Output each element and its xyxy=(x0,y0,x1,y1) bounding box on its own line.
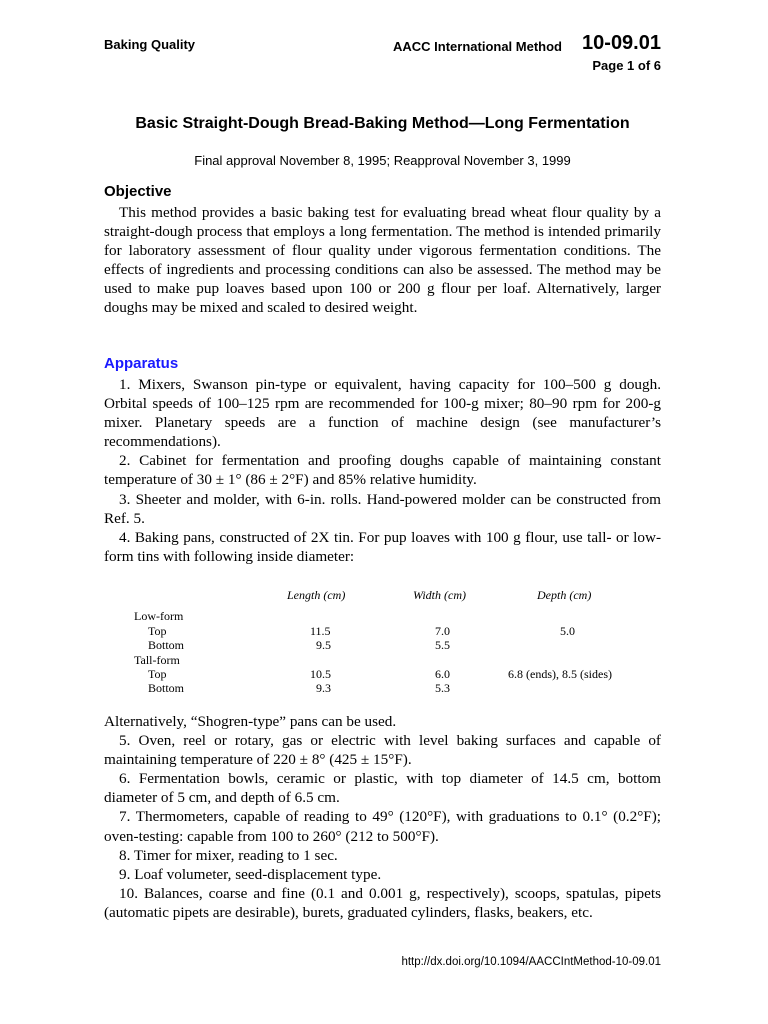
table-row-label: Top xyxy=(148,667,167,681)
table-header: Length (cm) xyxy=(287,588,346,602)
table-cell: 11.5 xyxy=(310,624,331,638)
table-cell: 9.3 xyxy=(316,681,331,695)
apparatus-item: 5. Oven, reel or rotary, gas or electric with level baking surfaces and capable of maintaining temperature of 220 ± 8° (425 ± 15°F). xyxy=(104,732,661,769)
apparatus-item: 3. Sheeter and molder, with 6-in. rolls. Hand-powered molder can be constructed from Ref. 5. xyxy=(104,490,661,527)
apparatus-item: 6. Fermentation bowls, ceramic or plastic, with top diameter of 14.5 cm, bottom diameter of 5 cm, and depth of 6.5 cm. xyxy=(104,770,661,807)
apparatus-item: 9. Loaf volumeter, seed-displacement type. xyxy=(119,865,382,883)
table-cell: 10.5 xyxy=(310,667,331,681)
header-method-number: 10-09.01 xyxy=(582,32,661,54)
header-section-label: Baking Quality xyxy=(104,37,196,52)
table-cell: 6.0 xyxy=(435,667,450,681)
document-title: Basic Straight-Dough Bread-Baking Method—Long Fermentation xyxy=(135,115,630,132)
apparatus-note: Alternatively, “Shogren-type” pans can be used. xyxy=(104,713,397,730)
apparatus-item: 8. Timer for mixer, reading to 1 sec. xyxy=(119,846,338,864)
apparatus-item: 1. Mixers, Swanson pin-type or equivalent, having capacity for 100–500 g dough. Orbital speeds of 100–125 rpm are recommended for 100-g mixer; 80–90 rpm for 200-g mixer. Planetary speeds are a function of machine design (see manufacturer’s recommendations). xyxy=(104,376,661,451)
table-group-label: Low-form xyxy=(134,609,184,623)
table-header: Depth (cm) xyxy=(537,588,592,602)
table-group-label: Tall-form xyxy=(134,653,180,667)
apparatus-heading: Apparatus xyxy=(104,355,179,372)
table-cell: 6.8 (ends), 8.5 (sides) xyxy=(508,667,612,681)
apparatus-list-continued xyxy=(104,712,661,922)
table-cell: 5.0 xyxy=(560,624,575,638)
table-row-label: Bottom xyxy=(148,638,185,652)
objective-paragraph: This method provides a basic baking test for evaluating bread wheat flour quality by a straight-dough process that employs a long fermentation. The method is intended primarily for laboratory assessment of flour quality under vigorous fermentation conditions. The effects of ingredients and processing conditions can also be assessed. The method may be used to make pup loaves based upon 100 or 200 g flour per loaf. Alternatively, larger doughs may be mixed and scaled to desired weight. xyxy=(104,204,661,317)
apparatus-item: 4. Baking pans, constructed of 2X tin. For pup loaves with 100 g flour, use tall- or low-form tins with following inside diameter: xyxy=(104,528,661,565)
objective-heading: Objective xyxy=(104,183,172,200)
header-page-number: Page 1 of 6 xyxy=(592,58,661,73)
apparatus-item: 7. Thermometers, capable of reading to 49° (120°F), with graduations to 0.1° (0.2°F); oven-testing: capable from 100 to 260° (212 to 500°F). xyxy=(104,808,661,845)
apparatus-item: 10. Balances, coarse and fine (0.1 and 0.001 g, respectively), scoops, spatulas, pipets (automatic pipets are desirable), burets, graduated cylinders, flasks, beakers, etc. xyxy=(104,884,661,921)
table-header: Width (cm) xyxy=(413,588,466,602)
table-cell: 5.3 xyxy=(435,681,450,695)
header-method-label: AACC International Method xyxy=(393,39,562,54)
apparatus-item: 2. Cabinet for fermentation and proofing doughs capable of maintaining constant temperature of 30 ± 1° (86 ± 2°F) and 85% relative humidity. xyxy=(104,452,661,489)
table-row-label: Bottom xyxy=(148,681,185,695)
approval-dates: Final approval November 8, 1995; Reapproval November 3, 1999 xyxy=(194,153,571,168)
table-cell: 7.0 xyxy=(435,624,450,638)
table-cell: 9.5 xyxy=(316,638,331,652)
table-cell: 5.5 xyxy=(435,638,450,652)
doi-link[interactable]: http://dx.doi.org/10.1094/AACCIntMethod-10-09.01 xyxy=(401,956,661,968)
table-row-label: Top xyxy=(148,624,167,638)
